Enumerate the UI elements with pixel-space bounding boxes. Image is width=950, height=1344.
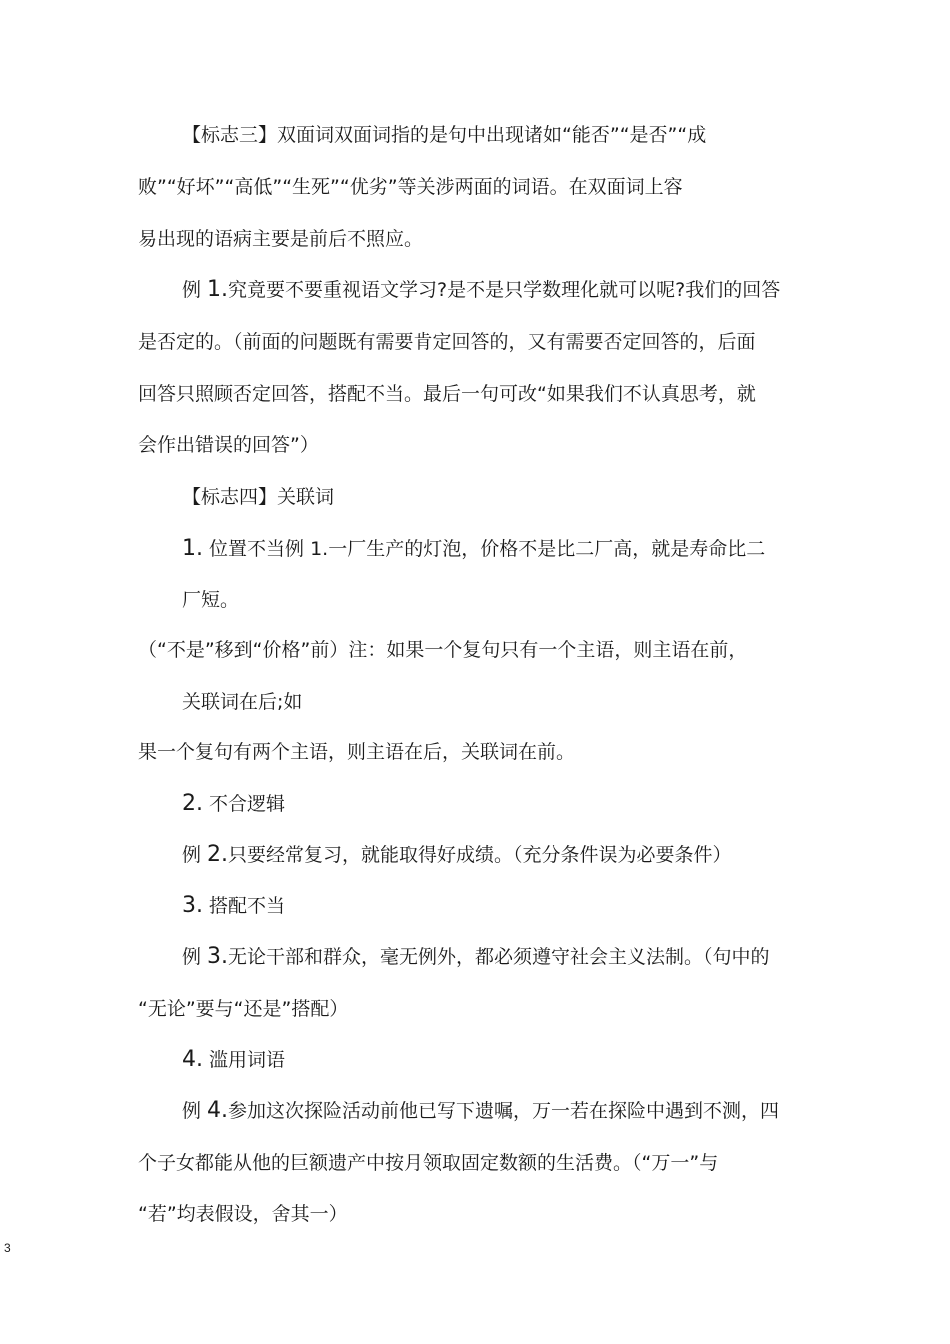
numbered-item: 4. 滥用词语 [182, 1047, 286, 1072]
numbered-item: 1. 位置不当例 1.一厂生产的灯泡，价格不是比二厂高，就是寿命比二 [182, 536, 766, 561]
paragraph-line: 易出现的语病主要是前后不照应。 [138, 228, 424, 250]
numbered-item: 3. 搭配不当 [182, 893, 286, 918]
paragraph-line: 会作出错误的回答”） [138, 434, 319, 456]
example-line: 例 2.只要经常复习，就能取得好成绩。（充分条件误为必要条件） [182, 842, 732, 867]
paragraph-line: 败”“好坏”“高低”“生死”“优劣”等关涉两面的词语。在双面词上容 [138, 176, 683, 198]
paragraph-line: 果一个复句有两个主语，则主语在后，关联词在前。 [138, 741, 576, 763]
paragraph-line: （“不是”移到“价格”前）注：如果一个复句只有一个主语，则主语在前， [138, 639, 748, 661]
example-line: 例 3.无论干部和群众，毫无例外，都必须遵守社会主义法制。（句中的 [182, 944, 770, 969]
paragraph-line: “若”均表假设，舍其一） [138, 1203, 348, 1225]
paragraph-line: 关联词在后;如 [182, 691, 303, 713]
section-heading: 【标志四】关联词 [182, 486, 335, 508]
paragraph-line: “无论”要与“还是”搭配） [138, 998, 349, 1020]
numbered-item: 2. 不合逻辑 [182, 791, 286, 816]
paragraph-line: 回答只照顾否定回答，搭配不当。最后一句可改“如果我们不认真思考，就 [138, 383, 756, 405]
paragraph-line: 个子女都能从他的巨额遗产中按月领取固定数额的生活费。（“万一”与 [138, 1152, 719, 1174]
page-number: 3 [4, 1241, 11, 1255]
example-line: 例 4.参加这次探险活动前他已写下遗嘱，万一若在探险中遇到不测，四 [182, 1098, 780, 1123]
paragraph-line: 【标志三】双面词双面词指的是句中出现诸如“能否”“是否”“成 [182, 124, 707, 146]
paragraph-line: 厂短。 [182, 589, 240, 611]
example-line: 例 1.究竟要不要重视语文学习?是不是只学数理化就可以呢?我们的回答 [182, 277, 781, 302]
paragraph-line: 是否定的。（前面的问题既有需要肯定回答的，又有需要否定回答的，后面 [138, 331, 756, 353]
